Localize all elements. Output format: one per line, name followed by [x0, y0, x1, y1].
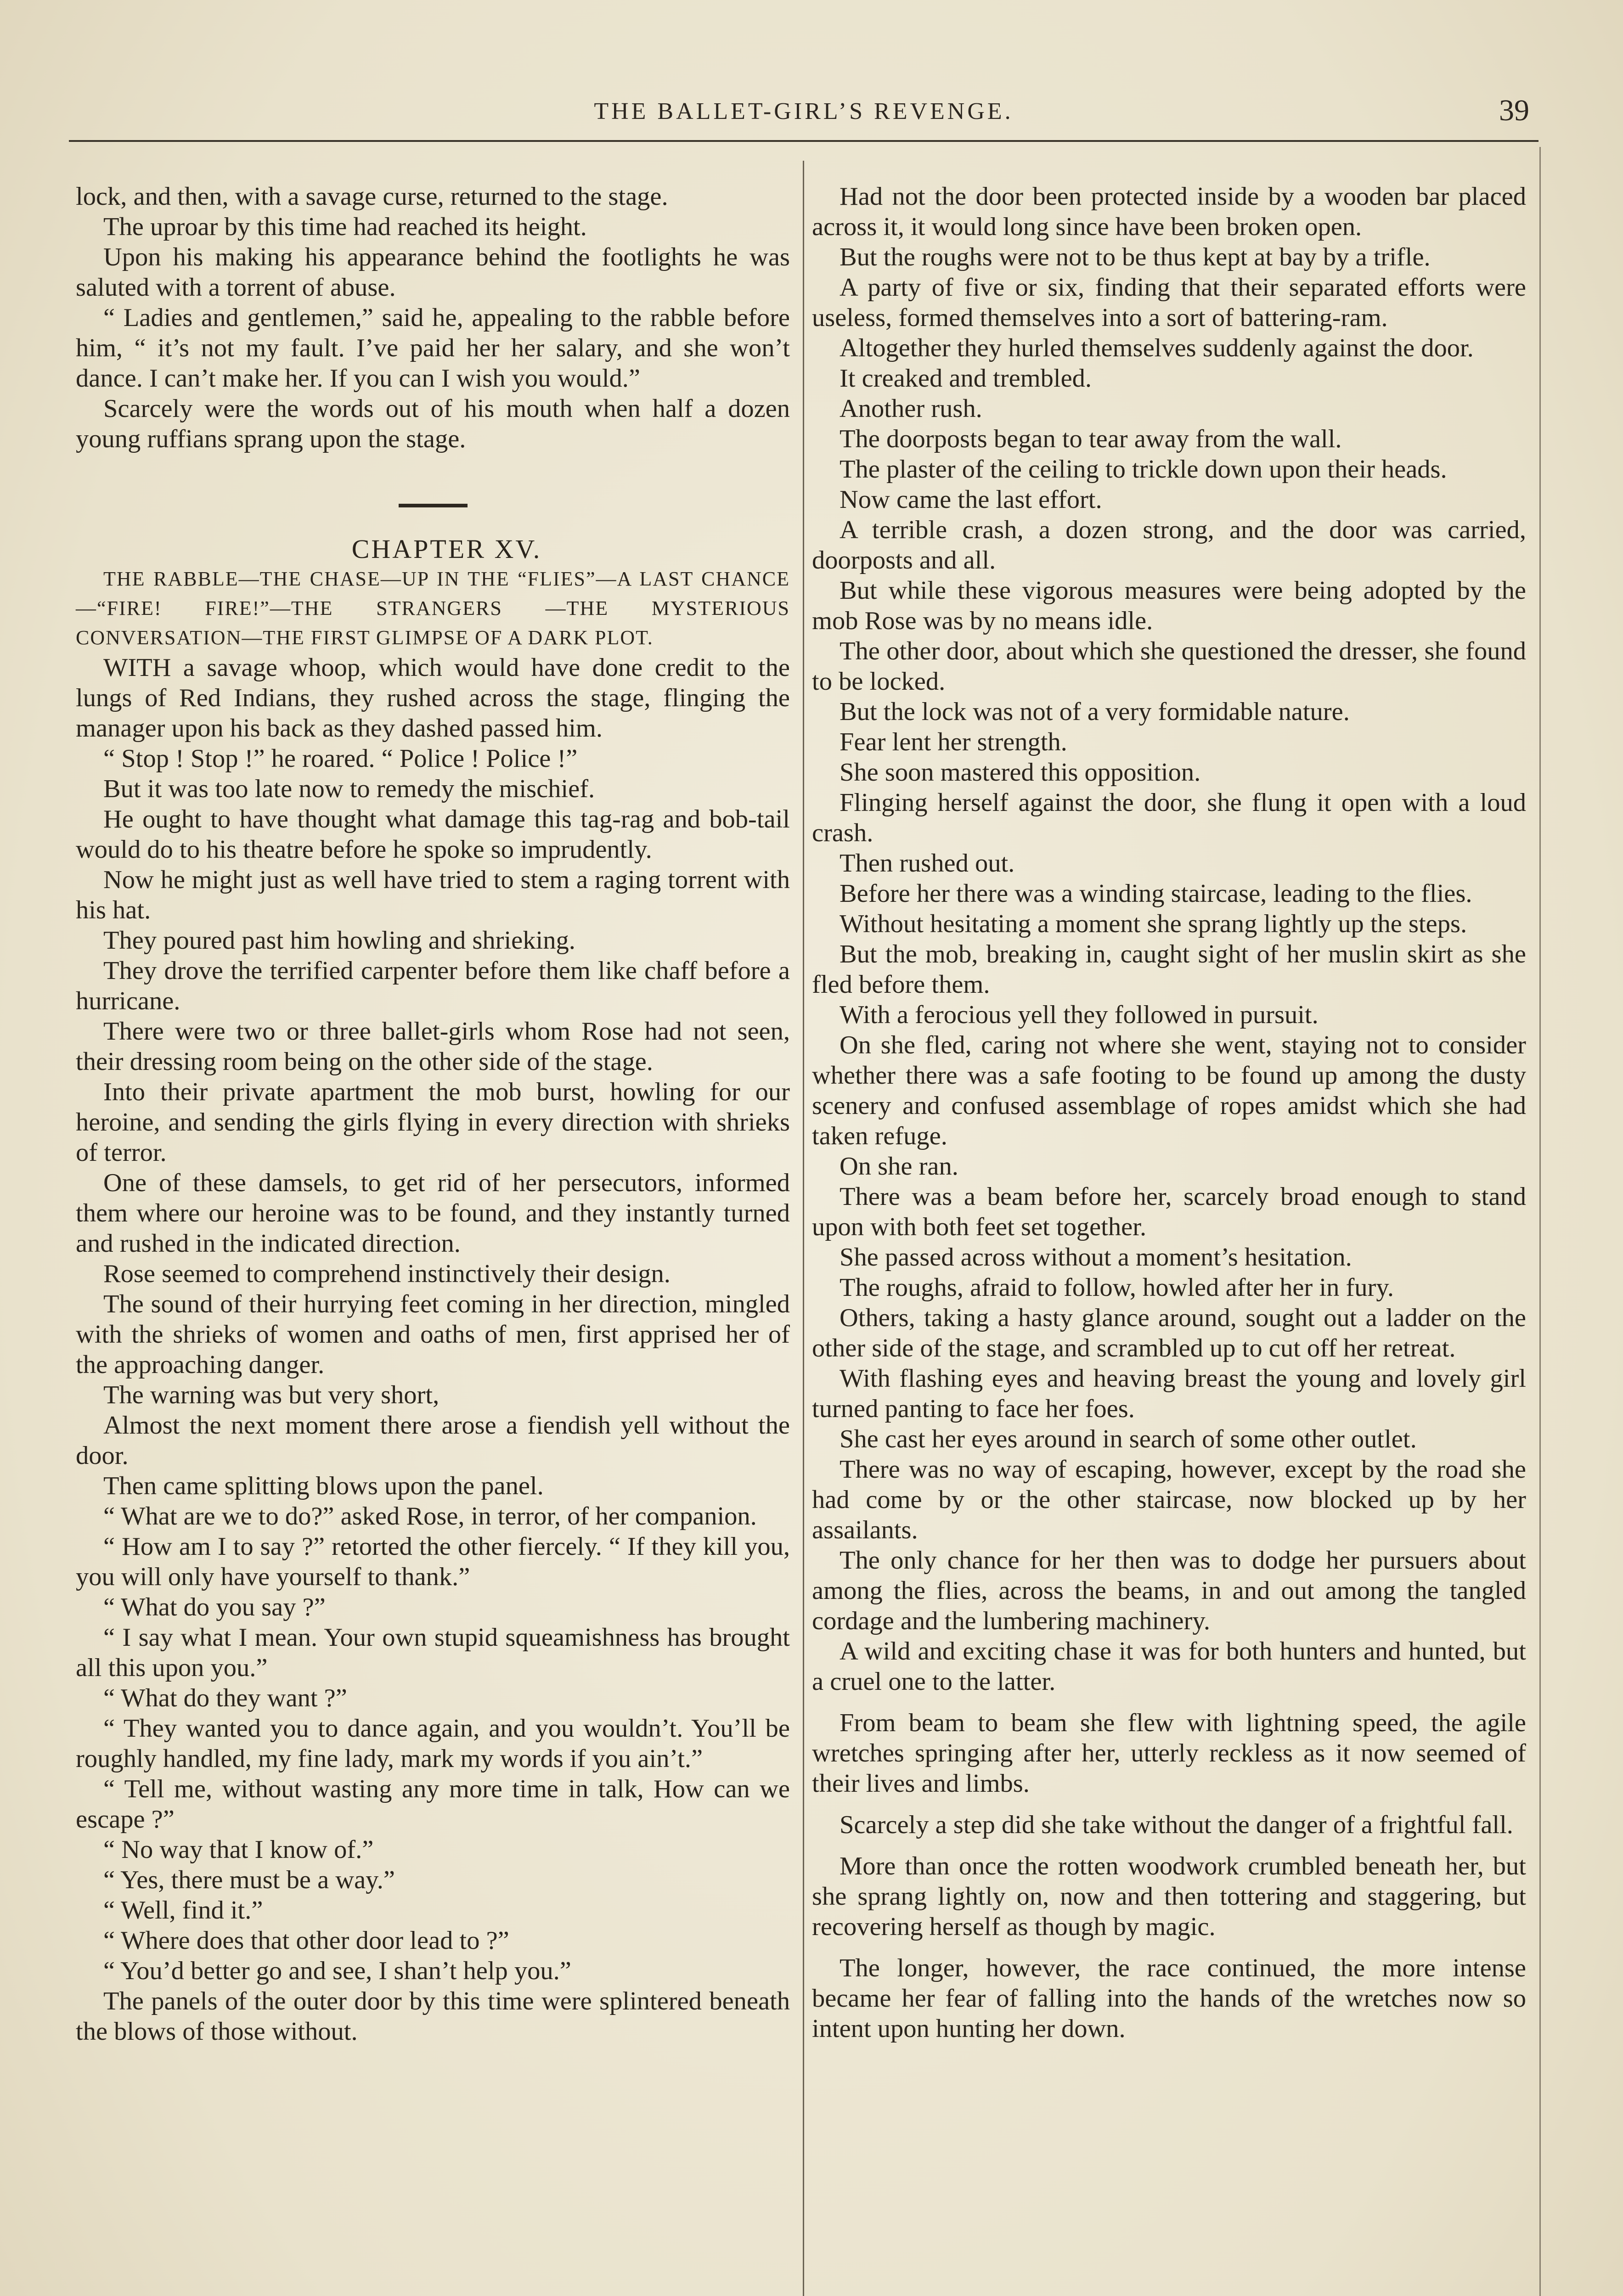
paragraph: But the mob, breaking in, caught sight of her muslin skirt as she fled before them.: [812, 940, 1526, 999]
paragraph: “ What are we to do?” asked Rose, in terror, of her companion.: [103, 1502, 757, 1531]
paragraph: They poured past him howling and shrieking.: [103, 926, 575, 955]
paragraph: The warning was but very short,: [103, 1381, 440, 1409]
paragraph: Had not the door been protected inside by a wooden bar placed across it, it would long since have been broken open.: [812, 182, 1526, 241]
paragraph: The only chance for her then was to dodge her pursuers about among the flies, across the beams, in and out among the tangled cordage and the lumbering machinery.: [812, 1546, 1526, 1635]
right-column: [812, 181, 1526, 2044]
paragraph: The plaster of the ceiling to trickle down upon their heads.: [840, 455, 1447, 484]
paragraph: With flashing eyes and heaving breast the young and lovely girl turned panting to face her foes.: [812, 1364, 1526, 1423]
paragraph: Altogether they hurled themselves suddenly against the door.: [840, 334, 1474, 362]
column-divider: [803, 161, 804, 2296]
paragraph: Into their private apartment the mob burst, howling for our heroine, and sending the girls flying in every direction with shrieks of terror.: [76, 1078, 790, 1167]
paragraph: Fear lent her strength.: [840, 728, 1067, 756]
paragraph: The uproar by this time had reached its height.: [103, 213, 587, 241]
running-title: THE BALLET-GIRL’S REVENGE.: [594, 98, 1014, 124]
paragraph: “ You’d better go and see, I shan’t help you.”: [103, 1957, 571, 1985]
paragraph: Flinging herself against the door, she flung it open with a loud crash.: [812, 788, 1526, 847]
paragraph: He ought to have thought what damage this tag-rag and bob-tail would do to his theatre before he spoke so imprudently.: [76, 805, 790, 864]
paragraph: WITH a savage whoop, which would have done credit to the lungs of Red Indians, they rushed across the stage, flinging the manager upon his back as they dashed passed him.: [76, 653, 790, 743]
paragraph: Rose seemed to comprehend instinctively their design.: [103, 1260, 671, 1288]
paragraph: Another rush.: [840, 394, 982, 423]
paragraph: Without hesitating a moment she sprang lightly up the steps.: [840, 910, 1467, 938]
paragraph: lock, and then, with a savage curse, returned to the stage.: [76, 182, 668, 211]
paragraph: There were two or three ballet-girls whom Rose had not seen, their dressing room being on the other side of the stage.: [76, 1017, 790, 1076]
paragraph: “ What do they want ?”: [103, 1684, 347, 1712]
paragraph: The longer, however, the race continued, the more intense became her fear of falling into the hands of the wretches now so intent upon hunting her down.: [812, 1954, 1526, 2043]
paragraph: Before her there was a winding staircase, leading to the flies.: [840, 879, 1472, 908]
paragraph: The sound of their hurrying feet coming in her direction, mingled with the shrieks of women and oaths of men, first apprised her of the approaching danger.: [76, 1290, 790, 1379]
paragraph: There was a beam before her, scarcely broad enough to stand upon with both feet set together.: [812, 1182, 1526, 1241]
paragraph: “ Tell me, without wasting any more time in talk, How can we escape ?”: [76, 1775, 790, 1834]
paragraph: Scarcely were the words out of his mouth when half a dozen young ruffians sprang upon the stage.: [76, 394, 790, 453]
page-number: 39: [1499, 94, 1529, 127]
paragraph: The roughs, afraid to follow, howled after her in fury.: [840, 1273, 1394, 1302]
paragraph: “ Ladies and gentlemen,” said he, appealing to the rabble before him, “ it’s not my fault. I’ve paid her her salary, and she won’t dance. I can’t make her. If you can I wish you would.”: [76, 304, 790, 393]
paragraph: On she fled, caring not where she went, staying not to consider whether there was a safe footing to be found up among the dusty scenery and confused assemblage of ropes amidst which she had taken refuge.: [812, 1031, 1526, 1150]
paragraph: Then came splitting blows upon the panel.: [103, 1472, 544, 1500]
paragraph: Others, taking a hasty glance around, sought out a ladder on the other side of the stage, and scrambled up to cut off her retreat.: [812, 1304, 1526, 1362]
paragraph: They drove the terrified carpenter before them like chaff before a hurricane.: [76, 957, 790, 1015]
paragraph: But it was too late now to remedy the mischief.: [103, 775, 595, 803]
page-header: [69, 90, 1538, 142]
paragraph: One of these damsels, to get rid of her persecutors, informed them where our heroine was to be found, and they instantly turned and rushed in the indicated direction.: [76, 1169, 790, 1258]
chapter-title: CHAPTER XV.: [351, 534, 542, 564]
paragraph: A wild and exciting chase it was for both hunters and hunted, but a cruel one to the latter.: [812, 1637, 1526, 1696]
paragraph: “ No way that I know of.”: [103, 1835, 374, 1864]
chapter-synopsis: THE RABBLE—THE CHASE—UP IN THE “FLIES”—A LAST CHANCE—“FIRE! FIRE!”—THE STRANGERS —THE MYSTERIOUS CONVERSATION—THE FIRST GLIMPSE OF A DARK PLOT.: [76, 568, 790, 649]
paragraph: “ They wanted you to dance again, and you wouldn’t. You’ll be roughly handled, my fine lady, mark my words if you ain’t.”: [76, 1714, 790, 1773]
paragraph: There was no way of escaping, however, except by the road she had come by or the other staircase, now blocked up by her assailants.: [812, 1455, 1526, 1544]
paragraph: “ How am I to say ?” retorted the other fiercely. “ If they kill you, you will only have yourself to thank.”: [76, 1532, 790, 1591]
paragraph: With a ferocious yell they followed in pursuit.: [840, 1001, 1319, 1029]
paragraph: From beam to beam she flew with lightning speed, the agile wretches springing after her, utterly reckless as it now seemed of their lives and limbs.: [812, 1709, 1526, 1798]
paragraph: Now came the last effort.: [840, 485, 1102, 514]
paragraph: The other door, about which she questioned the dresser, she found to be locked.: [812, 637, 1526, 696]
chapter-divider-rule: [399, 504, 468, 507]
paragraph: Scarcely a step did she take without the danger of a frightful fall.: [840, 1811, 1513, 1839]
paragraph: “ Well, find it.”: [103, 1896, 263, 1925]
paragraph: Almost the next moment there arose a fiendish yell without the door.: [76, 1411, 790, 1470]
left-column: [76, 181, 790, 2047]
paragraph: But the roughs were not to be thus kept at bay by a trifle.: [840, 243, 1431, 271]
paragraph: “ I say what I mean. Your own stupid squeamishness has brought all this upon you.”: [76, 1623, 790, 1682]
paragraph: A party of five or six, finding that their separated efforts were useless, formed themselves into a sort of battering-ram.: [812, 273, 1526, 332]
paragraph: The panels of the outer door by this time were splintered beneath the blows of those without.: [76, 1987, 790, 2046]
paragraph: She soon mastered this opposition.: [840, 758, 1201, 787]
paragraph: “ Stop ! Stop !” he roared. “ Police ! Police !”: [103, 744, 578, 773]
paragraph: It creaked and trembled.: [840, 364, 1092, 393]
paragraph: Upon his making his appearance behind the footlights he was saluted with a torrent of abuse.: [76, 243, 790, 302]
paragraph: But the lock was not of a very formidable nature.: [840, 698, 1350, 726]
paragraph: “ What do you say ?”: [103, 1593, 326, 1621]
paragraph: Now he might just as well have tried to stem a raging torrent with his hat.: [76, 866, 790, 924]
paragraph: “ Where does that other door lead to ?”: [103, 1926, 509, 1955]
paragraph: A terrible crash, a dozen strong, and the door was carried, doorposts and all.: [812, 516, 1526, 574]
paragraph: Then rushed out.: [840, 849, 1015, 878]
right-margin-rule: [1539, 147, 1541, 2296]
paragraph: She cast her eyes around in search of some other outlet.: [840, 1425, 1417, 1453]
paragraph: More than once the rotten woodwork crumbled beneath her, but she sprang lightly on, now and then tottering and staggering, but recovering herself as though by magic.: [812, 1852, 1526, 1941]
paragraph: The doorposts began to tear away from the wall.: [840, 425, 1342, 453]
paragraph: “ Yes, there must be a way.”: [103, 1866, 395, 1894]
paragraph: She passed across without a moment’s hesitation.: [840, 1243, 1352, 1272]
paragraph: But while these vigorous measures were being adopted by the mob Rose was by no means idle.: [812, 576, 1526, 635]
paragraph: On she ran.: [840, 1152, 958, 1181]
